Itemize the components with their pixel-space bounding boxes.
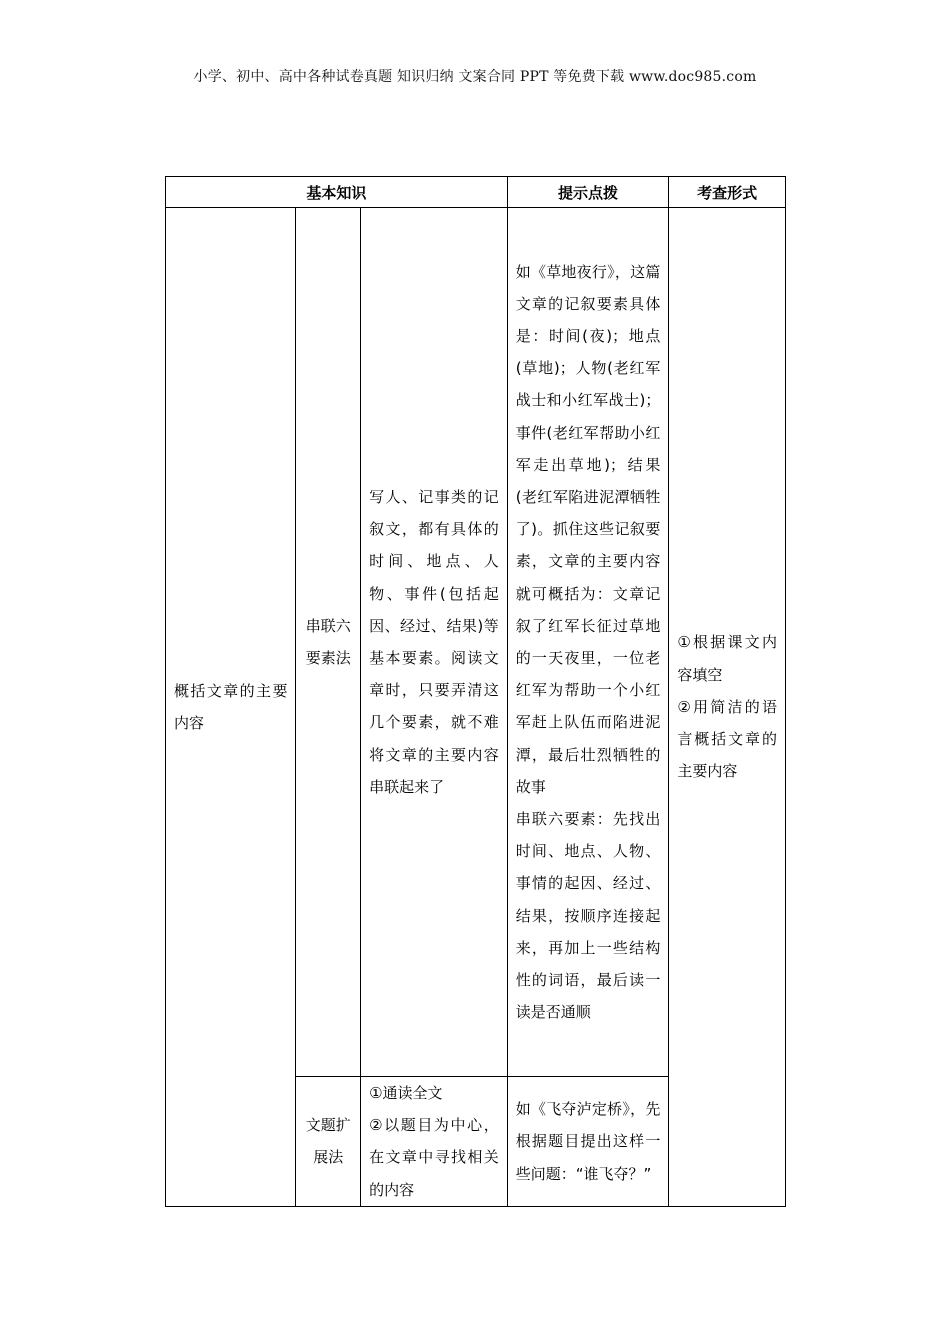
knowledge-table [165,176,786,1207]
method-name-cell [296,1077,361,1207]
topic-label: 概括文章的主要内容 [174,681,288,732]
method-description-step-1: ①通读全文 [369,1084,443,1102]
tip-six-elements-steps: 串联六要素：先找出时间、地点、人物、事情的起因、经过、结果，按顺序连接起来，再加上一些结构性的词语，最后读一读是否通顺 [515,810,661,1022]
table-row [166,208,786,1077]
header-tips: 提示点拨 [507,177,669,208]
tip-cell [507,208,669,1077]
table-header-row [166,177,786,208]
method-name-cell [296,208,361,1077]
method-description-six-elements: 写人、记事类的记叙文，都有具体的时间、地点、人物、事件(包括起因、经过、结果)等基本要素。阅读文章时，只要弄清这几个要素，就不难将文章的主要内容串联起来了 [369,487,499,796]
tip-title-expansion-example: 如《飞夺泸定桥》，先根据题目提出这样一些问题：“谁飞夺？” [515,1100,661,1183]
header-basic-knowledge: 基本知识 [166,177,508,208]
exam-form-cell [669,208,786,1207]
method-description-cell [361,208,508,1077]
method-description-cell [361,1077,508,1207]
method-name-title-expansion: 文题扩展法 [305,1116,351,1167]
exam-form-item-2: ②用简洁的语言概括文章的主要内容 [677,697,777,781]
page-header: 小学、初中、高中各种试卷真题 知识归纳 文案合同 PPT 等免费下载 www.doc985.com [193,69,757,85]
tip-six-elements-example: 如《草地夜行》，这篇文章的记叙要素具体是：时间(夜)；地点(草地)；人物(老红军战士和小红军战士)；事件(老红军帮助小红军走出草地)；结果(老红军陷进泥潭牺牲了)。抓住这些记叙要素，文章的主要内容就可概括为：文章记叙了红军长征过草地的一天夜里，一位老红军为帮助一个小红军赶上队伍而陷进泥潭，最后壮烈牺牲的故事 [515,262,661,796]
method-name-six-elements: 串联六要素法 [305,616,351,667]
header-exam-form: 考查形式 [669,177,786,208]
tip-cell [507,1077,669,1207]
exam-form-item-1: ①根据课文内容填空 [677,633,777,684]
method-description-step-2: ②以题目为中心，在文章中寻找相关的内容 [369,1116,499,1199]
topic-cell [166,208,296,1207]
